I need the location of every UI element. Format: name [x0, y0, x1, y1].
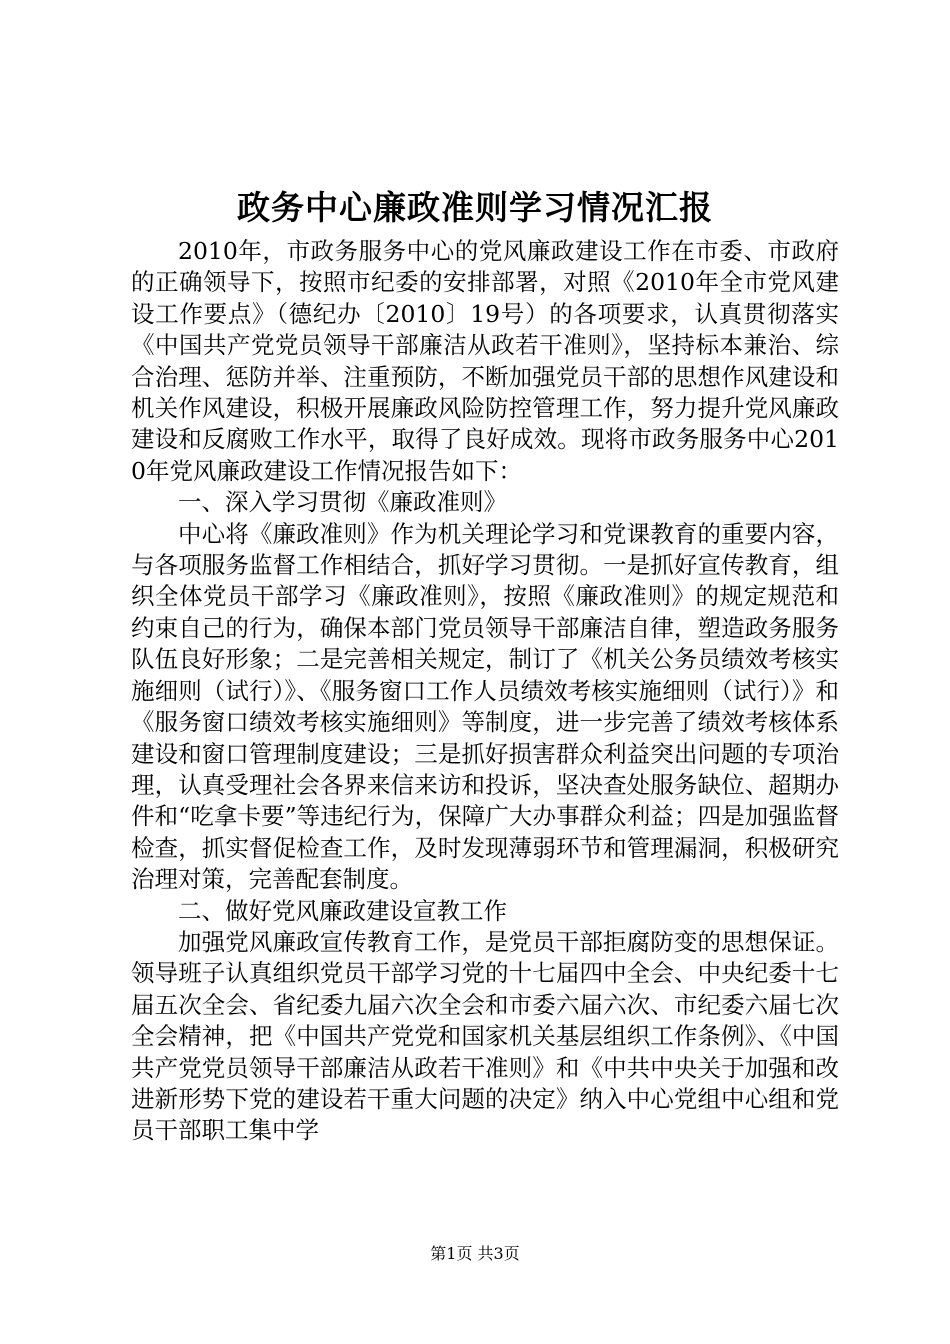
section-heading-1: 一、深入学习贯彻《廉政准则》: [178, 488, 507, 517]
section-2-paragraph: 加强党风廉政宣传教育工作，是党员干部拒腐防变的思想保证。领导班子认真组织党员干部学习党的十七届四中全会、中央纪委十七届五次全会、省纪委九届六次全会和市委六届六次、市纪委六届七次全会精神，把《中国共产党党和国家机关基层组织工作条例》、《中国共产党党员领导干部廉洁从政若干准则》和《中共中央关于加强和改进新形势下党的建设若干重大问题的决定》纳入中心党组中心组和党员干部职工集中学: [131, 927, 839, 1145]
document-title: 政务中心廉政准则学习情况汇报: [237, 188, 713, 227]
page-footer: 第1页 共3页: [430, 1244, 520, 1263]
section-1-paragraph: 中心将《廉政准则》作为机关理论学习和党课教育的重要内容，与各项服务监督工作相结合，抓好学习贯彻。一是抓好宣传教育，组织全体党员干部学习《廉政准则》，按照《廉政准则》的规定规范和约束自己的行为，确保本部门党员领导干部廉洁自律，塑造政务服务队伍良好形象；二是完善相关规定，制订了《机关公务员绩效考核实施细则（试行）》、《服务窗口工作人员绩效考核实施细则（试行）》和《服务窗口绩效考核实施细则》等制度，进一步完善了绩效考核体系建设和窗口管理制度建设；三是抓好损害群众利益突出问题的专项治理，认真受理社会各界来信来访和投诉，坚决查处服务缺位、超期办件和“吃拿卡要”等违纪行为，保障广大办事群众利益；四是加强监督检查，抓实督促检查工作，及时发现薄弱环节和管理漏洞，积极研究治理对策，完善配套制度。: [131, 519, 839, 894]
intro-paragraph: 2010年，市政务服务中心的党风廉政建设工作在市委、市政府的正确领导下，按照市纪委的安排部署，对照《2010年全市党风建设工作要点》（德纪办〔2010〕19号）的各项要求，认真贯彻落实《中国共产党党员领导干部廉洁从政若干准则》，坚持标本兼治、综合治理、惩防并举、注重预防，不断加强党员干部的思想作风建设和机关作风建设，积极开展廉政风险防控管理工作，努力提升党风廉政建设和反腐败工作水平，取得了良好成效。现将市政务服务中心2010年党风廉政建设工作情况报告如下：: [131, 237, 839, 485]
document-body: [131, 236, 839, 1147]
section-heading-2: 二、做好党风廉政建设宣教工作: [178, 896, 507, 925]
